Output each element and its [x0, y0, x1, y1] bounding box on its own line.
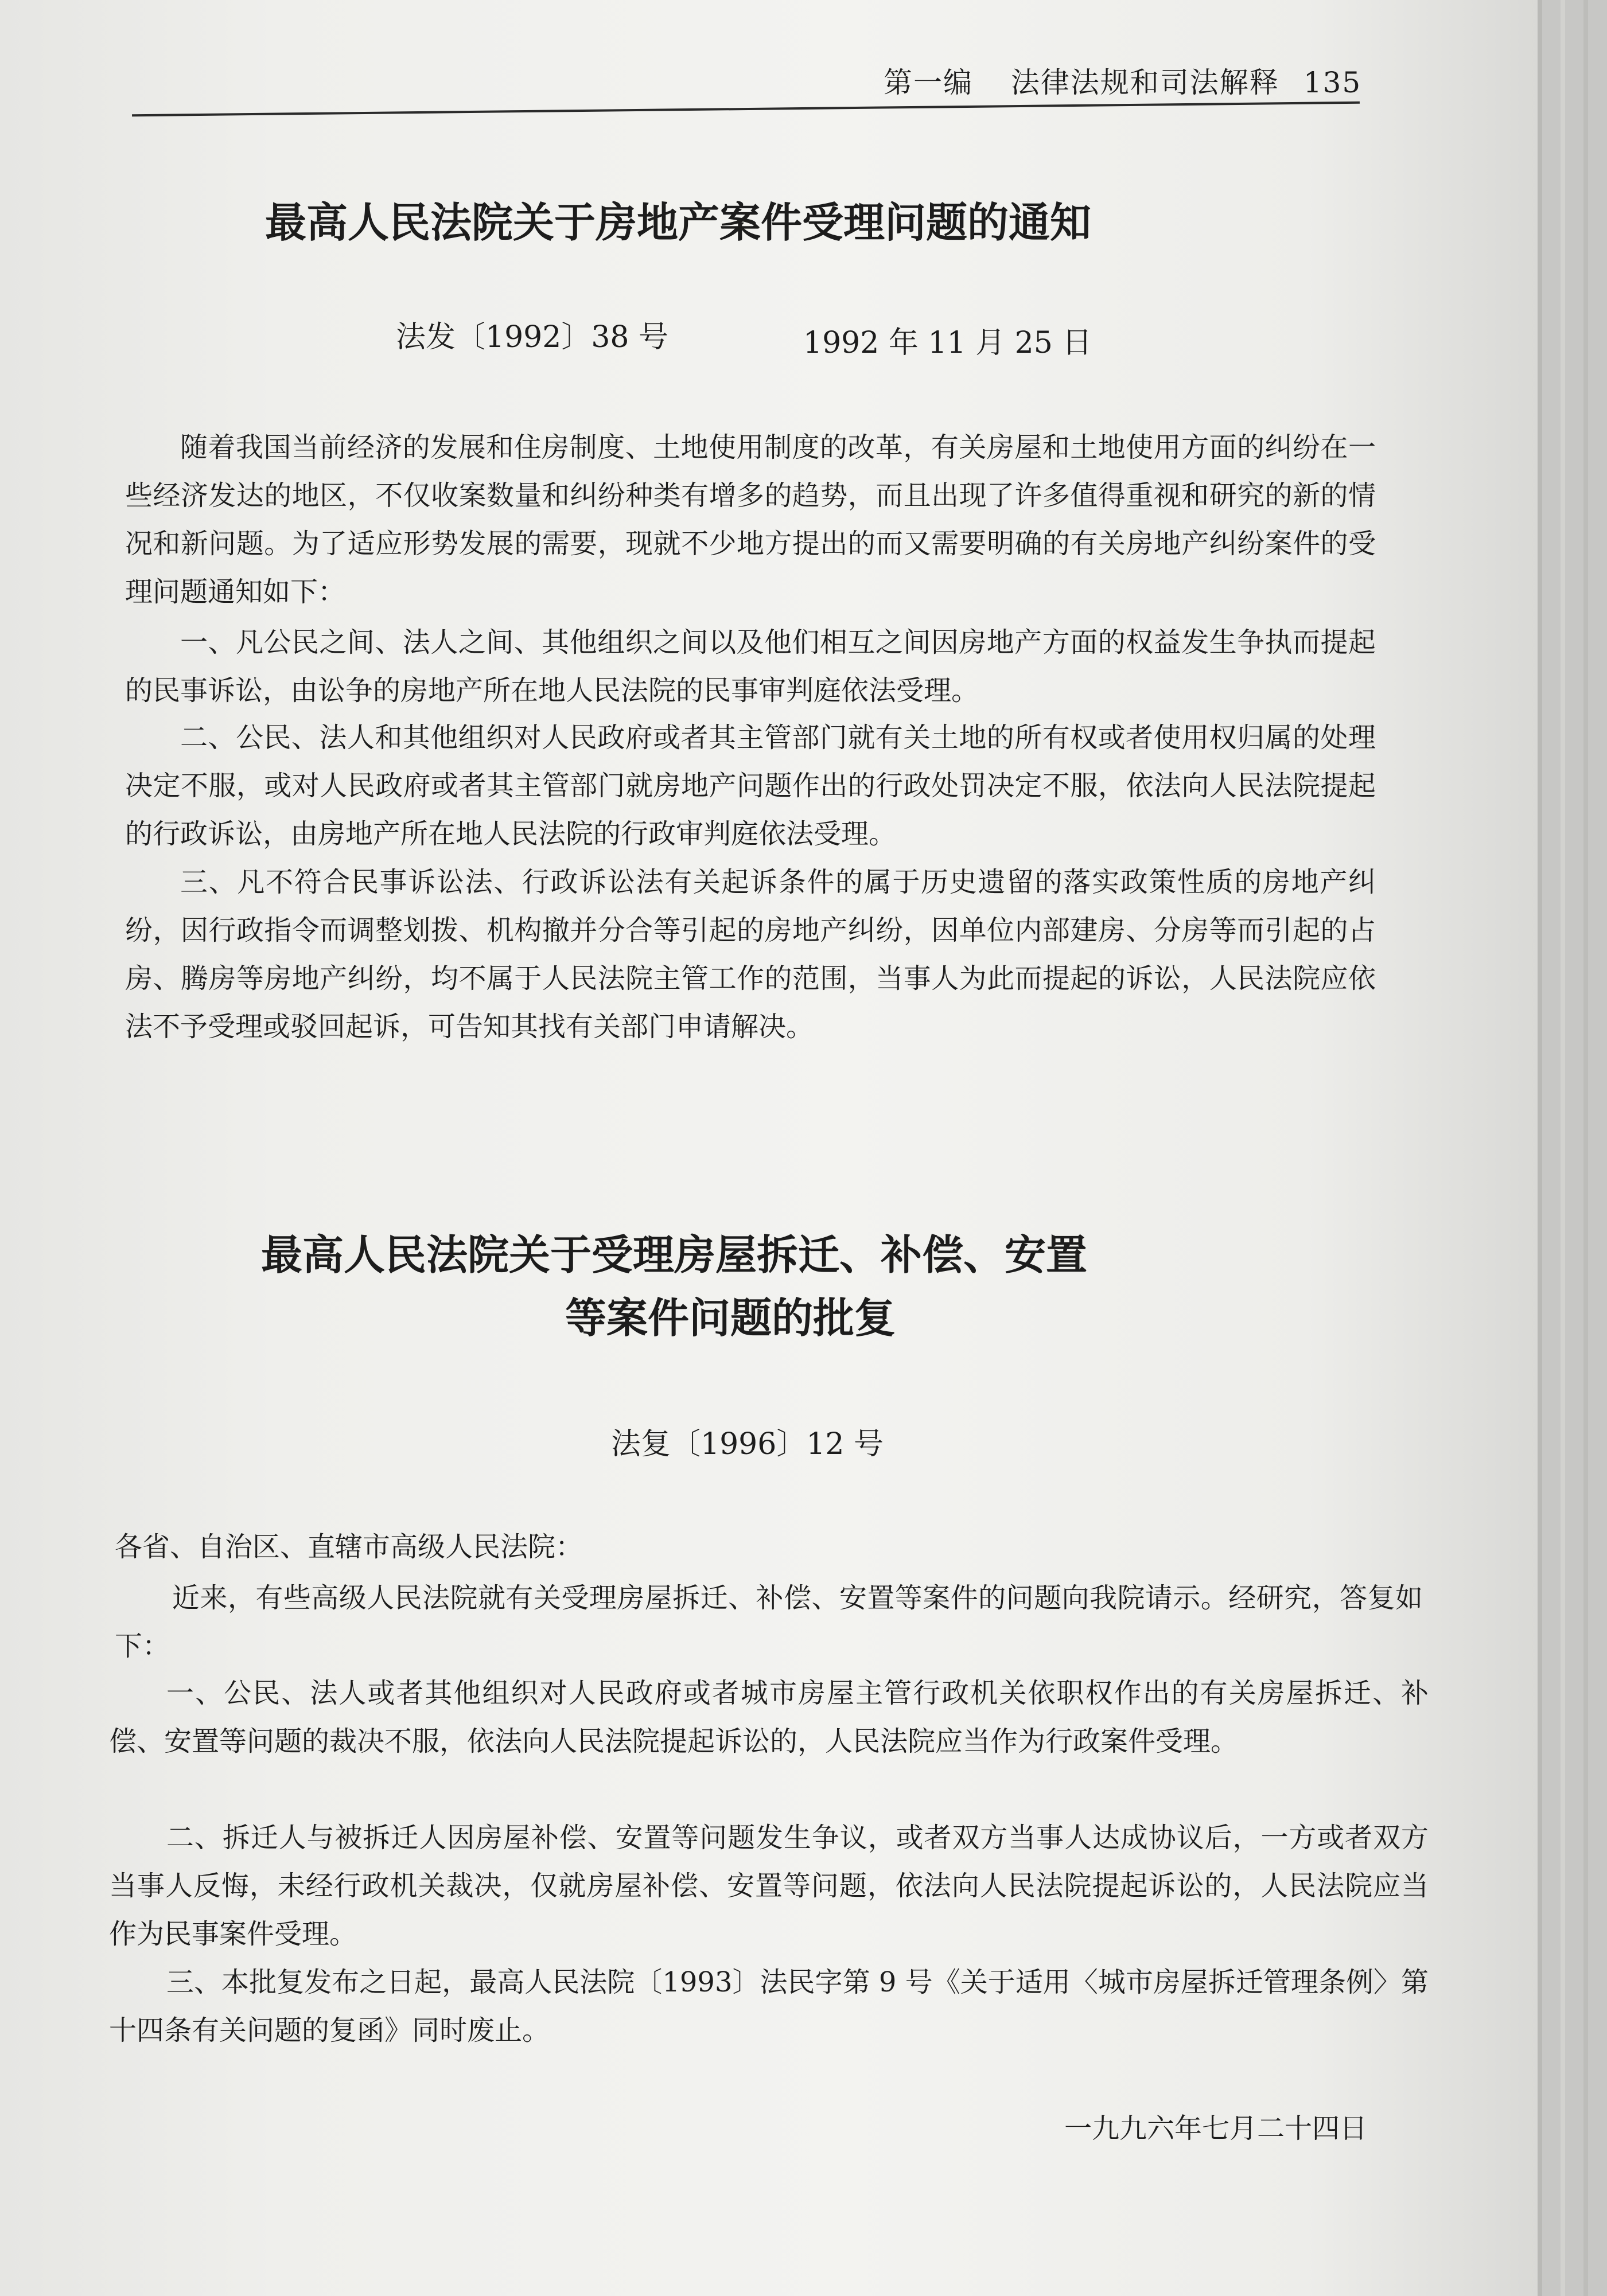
reply-doc-number: 法复〔1996〕12 号: [611, 1427, 884, 1461]
reply-title-line1: 最高人民法院关于受理房屋拆迁、补偿、安置: [261, 1231, 1088, 1279]
reply-title-line2: 等案件问题的批复: [565, 1294, 896, 1342]
notice-paragraph: 三、凡不符合民事诉讼法、行政诉讼法有关起诉条件的属于历史遗留的落实政策性质的房地产纠纷，因行政指令而调整划拨、机构撤并分合等引起的房地产纠纷，因单位内部建房、分房等而引起的占房、腾房等房地产纠纷，均不属于人民法院主管工作的范围，当事人为此而提起的诉讼，人民法院应依法不予受理或驳回起诉，可告知其找有关部门申请解决。: [125, 866, 1376, 1043]
reply-addressee: 各省、自治区、直辖市高级人民法院：: [115, 1531, 583, 1563]
page-number: 135: [1303, 66, 1362, 99]
header-title: 法律法规和司法解释: [1010, 66, 1279, 99]
reply-paragraph: 三、本批复发布之日起，最高人民法院〔1993〕法民字第 9 号《关于适用〈城市房屋拆迁管理条例〉第十四条有关问题的复函》同时废止。: [109, 1966, 1429, 2046]
running-header: [884, 60, 1361, 101]
notice-doc-number: 法发〔1992〕38 号: [396, 320, 669, 354]
reply-paragraph: 近来，有些高级人民法院就有关受理房屋拆迁、补偿、安置等案件的问题向我院请示。经研究，答复如下：: [115, 1582, 1423, 1662]
notice-paragraph: 随着我国当前经济的发展和住房制度、土地使用制度的改革，有关房屋和土地使用方面的纠纷在一些经济发达的地区，不仅收案数量和纠纷种类有增多的趋势，而且出现了许多值得重视和研究的新的情况和新问题。为了适应形势发展的需要，现就不少地方提出的而又需要明确的有关房地产纠纷案件的受理问题通知如下：: [125, 431, 1376, 608]
notice-date: 1992 年 11 月 25 日: [803, 326, 1092, 360]
header-section: 第一编: [884, 66, 973, 99]
reply-paragraph: 一、公民、法人或者其他组织对人民政府或者城市房屋主管行政机关依职权作出的有关房屋拆迁、补偿、安置等问题的裁决不服，依法向人民法院提起诉讼的，人民法院应当作为行政案件受理。: [109, 1677, 1429, 1757]
notice-paragraph: 二、公民、法人和其他组织对人民政府或者其主管部门就有关土地的所有权或者使用权归属的处理决定不服，或对人民政府或者其主管部门就房地产问题作出的行政处罚决定不服，依法向人民法院提起的行政诉讼，由房地产所在地人民法院的行政审判庭依法受理。: [125, 722, 1376, 850]
notice-paragraph: 一、凡公民之间、法人之间、其他组织之间以及他们相互之间因房地产方面的权益发生争执而提起的民事诉讼，由讼争的房地产所在地人民法院的民事审判庭依法受理。: [125, 626, 1376, 707]
reply-date: 一九九六年七月二十四日: [1064, 2112, 1368, 2145]
notice-title: 最高人民法院关于房地产案件受理问题的通知: [265, 198, 1092, 247]
page-edge: [1538, 0, 1542, 2296]
page-edge: [1583, 0, 1588, 2296]
reply-paragraph: 二、拆迁人与被拆迁人因房屋补偿、安置等问题发生争议，或者双方当事人达成协议后，一方或者双方当事人反悔，未经行政机关裁决，仅就房屋补偿、安置等问题，依法向人民法院提起诉讼的，人民法院应当作为民事案件受理。: [109, 1822, 1429, 1950]
page-edge: [1561, 0, 1565, 2296]
